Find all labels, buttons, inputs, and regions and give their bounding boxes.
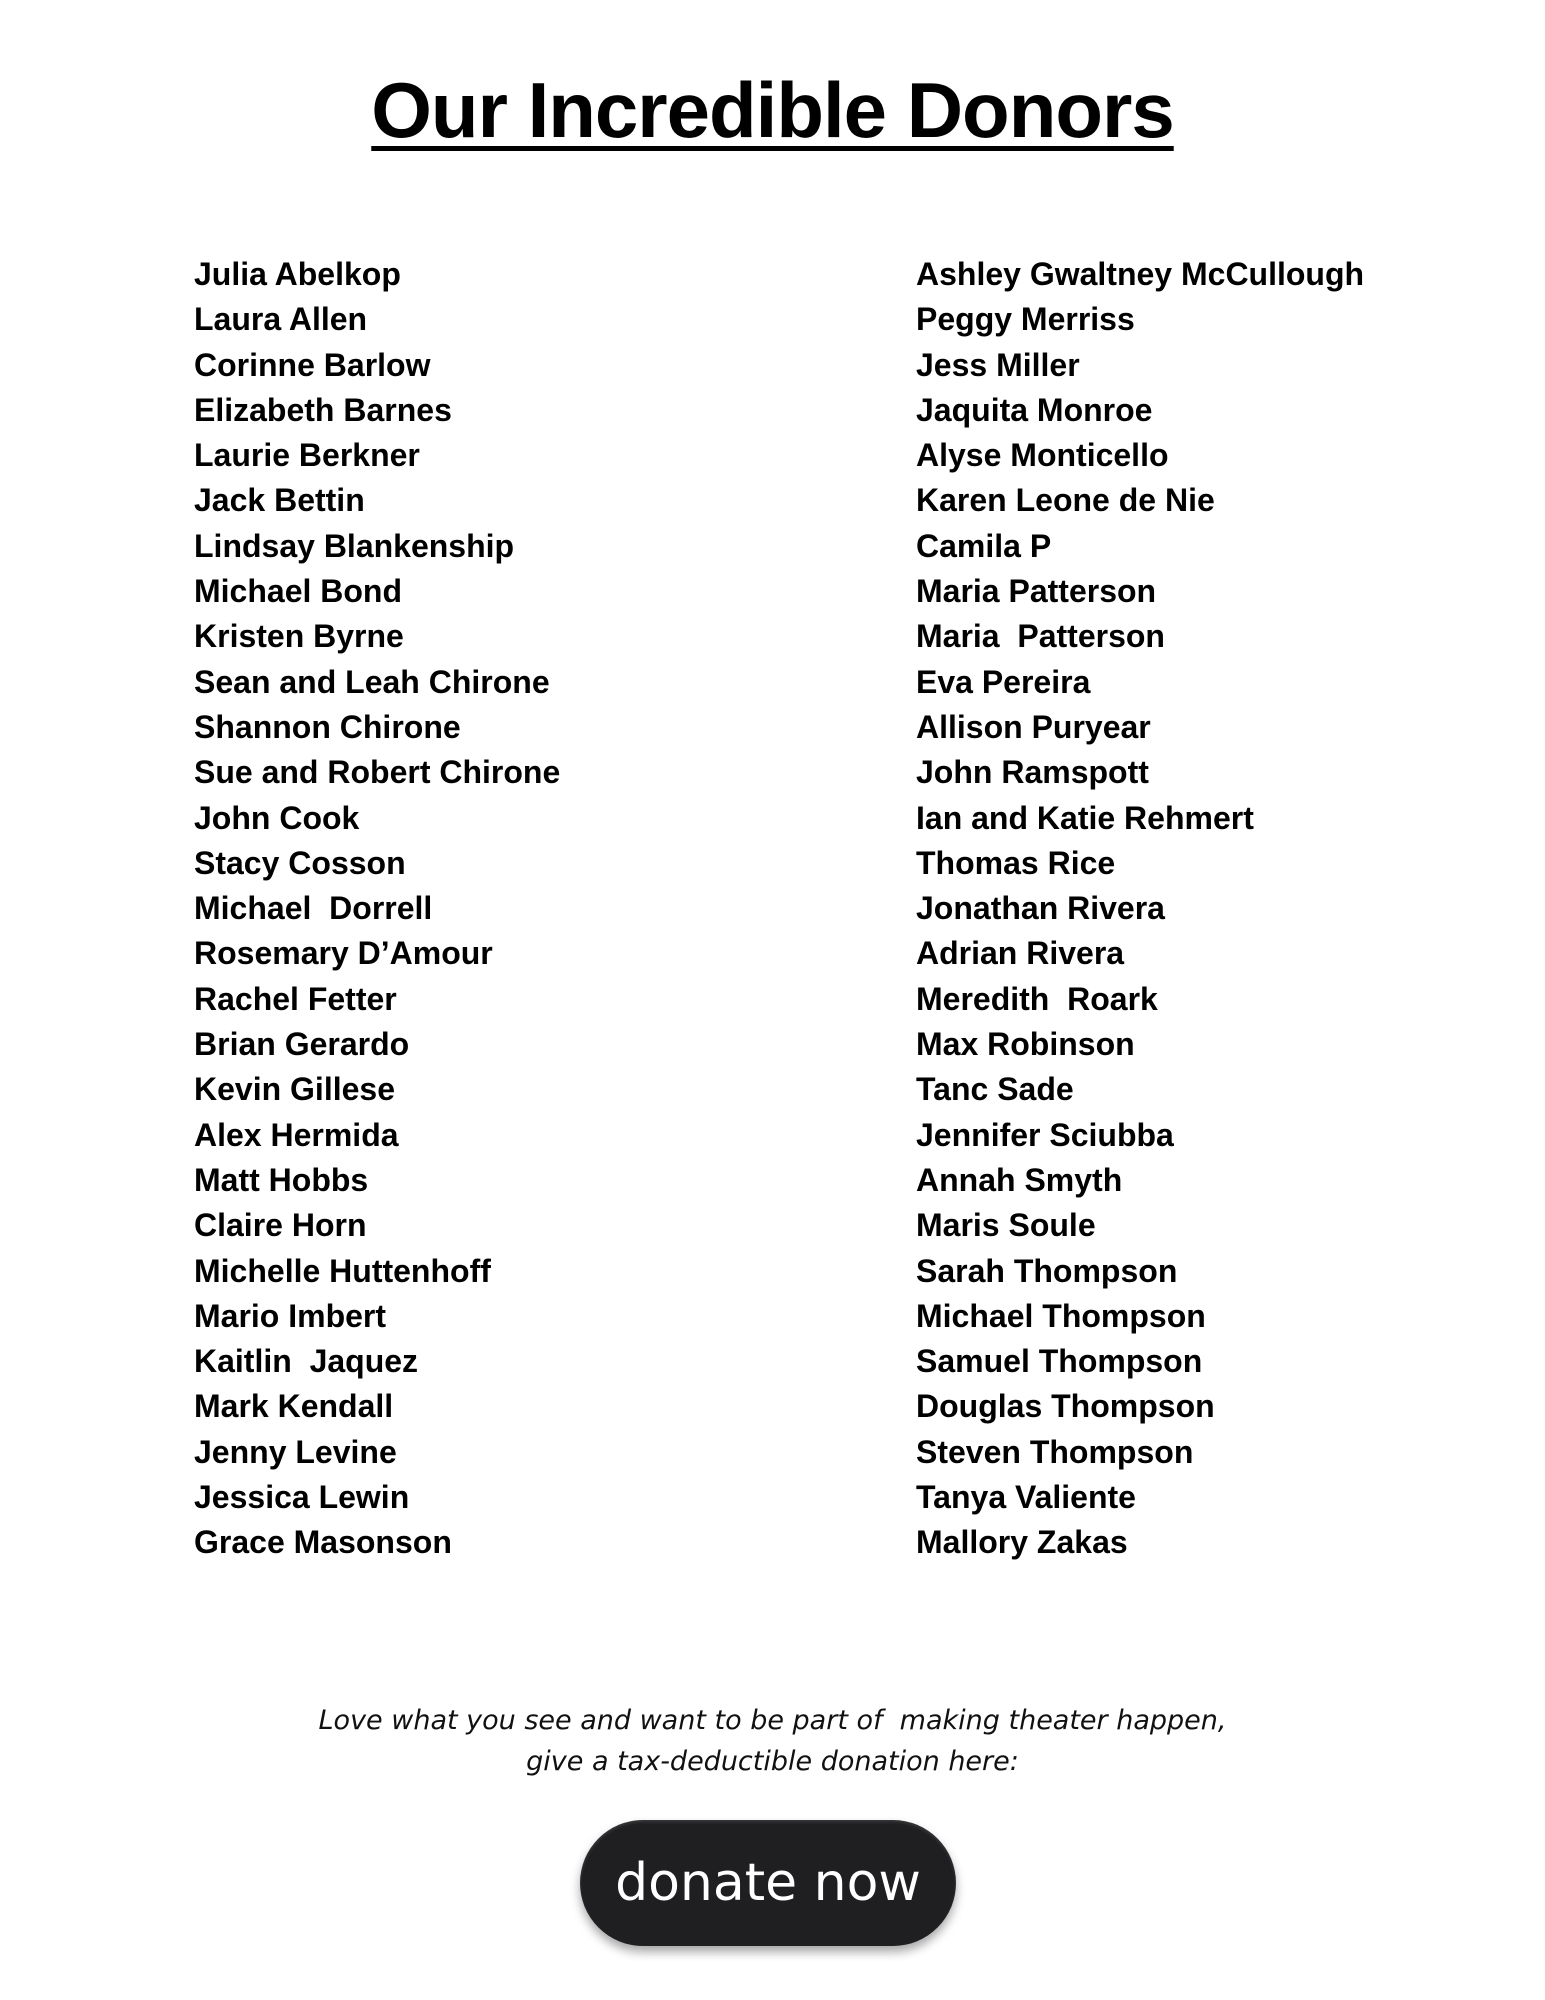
donor-name: Ian and Katie Rehmert	[916, 799, 1254, 836]
donor-name: Kevin Gillese	[194, 1071, 395, 1108]
donor-name: Jonathan Rivera	[916, 890, 1165, 927]
donor-name: Jenny Levine	[194, 1433, 397, 1470]
donor-name: Shannon Chirone	[194, 708, 461, 745]
donor-name: Maria Patterson	[916, 573, 1157, 610]
donor-name: Laura Allen	[194, 301, 368, 338]
donate-now-button[interactable]: donate now	[580, 1820, 956, 1946]
donor-name: Claire Horn	[194, 1207, 367, 1244]
donor-name: Julia Abelkop	[194, 256, 401, 292]
donor-name: Eva Pereira	[916, 663, 1091, 700]
donor-name: Michelle Huttenhoff	[194, 1252, 491, 1289]
donor-name: John Cook	[194, 799, 360, 836]
donor-name: Jennifer Sciubba	[916, 1116, 1174, 1153]
donor-name: Sean and Leah Chirone	[194, 663, 550, 700]
donor-name: Jaquita Monroe	[916, 391, 1153, 428]
donor-name: Steven Thompson	[916, 1433, 1194, 1470]
donation-appeal	[0, 1700, 1545, 1782]
donor-name: Mark Kendall	[194, 1388, 394, 1425]
donor-name: Rosemary D’Amour	[194, 935, 493, 972]
donor-name: Kaitlin Jaquez	[194, 1343, 419, 1380]
donation-appeal-line: give a tax-deductible donation here:	[526, 1746, 1019, 1777]
donor-name: Allison Puryear	[916, 708, 1151, 745]
donor-name: Jack Bettin	[194, 482, 365, 519]
donor-name: Adrian Rivera	[916, 935, 1125, 972]
donor-name: Camila P	[916, 527, 1052, 564]
donor-name: Alex Hermida	[194, 1116, 399, 1153]
donor-name: Matt Hobbs	[194, 1161, 369, 1198]
donor-name: Max Robinson	[916, 1026, 1135, 1063]
donor-name: Brian Gerardo	[194, 1026, 410, 1063]
donor-list-right	[916, 252, 1364, 1566]
donor-name: Meredith Roark	[916, 980, 1158, 1017]
donor-name: Karen Leone de Nie	[916, 482, 1215, 519]
donor-name: Mallory Zakas	[916, 1524, 1128, 1561]
donor-name: Grace Masonson	[194, 1524, 452, 1561]
donor-name: Corinne Barlow	[194, 346, 431, 383]
donor-name: Peggy Merriss	[916, 301, 1135, 338]
donor-name: Douglas Thompson	[916, 1388, 1215, 1425]
donor-name: Laurie Berkner	[194, 437, 420, 474]
donor-name: Lindsay Blankenship	[194, 527, 515, 564]
donor-list-left	[194, 252, 560, 1566]
donation-appeal-line: Love what you see and want to be part of making theater happen,	[318, 1705, 1227, 1736]
donor-name: Michael Bond	[194, 573, 403, 610]
donor-name: Michael Dorrell	[194, 890, 433, 927]
donor-name: Rachel Fetter	[194, 980, 397, 1017]
donor-name: Kristen Byrne	[194, 618, 404, 655]
donor-name: Alyse Monticello	[916, 437, 1169, 474]
donor-name: Jess Miller	[916, 346, 1080, 383]
donor-name: Mario Imbert	[194, 1297, 387, 1334]
page-title: Our Incredible Donors	[371, 66, 1174, 154]
donor-name: Jessica Lewin	[194, 1479, 410, 1516]
donor-name: Samuel Thompson	[916, 1343, 1203, 1380]
donor-name: Michael Thompson	[916, 1297, 1206, 1334]
donor-name: Annah Smyth	[916, 1161, 1123, 1198]
donor-name: Sarah Thompson	[916, 1252, 1178, 1289]
donor-name: Tanc Sade	[916, 1071, 1074, 1108]
donor-name: Tanya Valiente	[916, 1479, 1136, 1516]
donor-name: Elizabeth Barnes	[194, 391, 452, 428]
donor-name: John Ramspott	[916, 754, 1149, 791]
donor-name: Sue and Robert Chirone	[194, 754, 561, 791]
donor-name: Ashley Gwaltney McCullough	[916, 256, 1365, 292]
donor-name: Maria Patterson	[916, 618, 1165, 655]
donor-name: Thomas Rice	[916, 844, 1116, 881]
donor-name: Maris Soule	[916, 1207, 1096, 1244]
donor-name: Stacy Cosson	[194, 844, 406, 881]
